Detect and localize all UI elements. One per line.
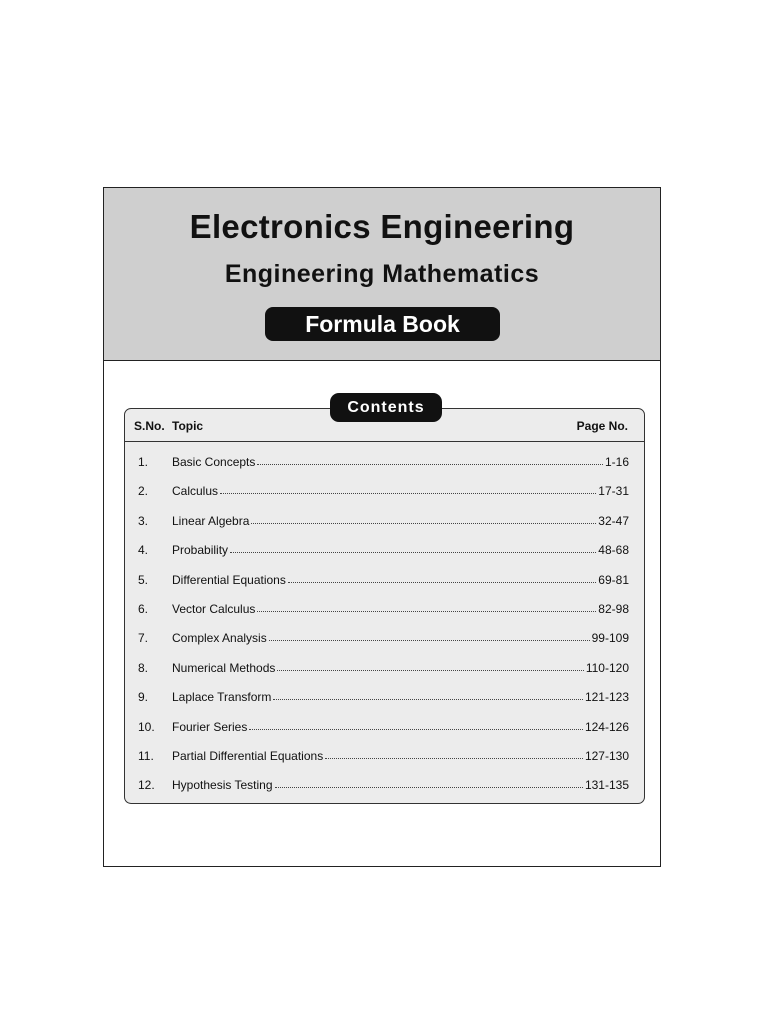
table-row (125, 746, 644, 766)
row-number: 11. (138, 749, 154, 763)
dot-leader (230, 551, 596, 553)
row-topic: Basic Concepts (172, 455, 256, 469)
row-entry (172, 690, 629, 704)
page-title: Electronics Engineering (189, 208, 575, 245)
row-entry (172, 455, 629, 469)
row-topic: Laplace Transform (172, 690, 272, 705)
column-header-sno: S.No. (134, 419, 165, 433)
dot-leader (288, 581, 596, 583)
dot-leader (220, 492, 596, 494)
dot-leader (275, 786, 583, 788)
table-row (125, 511, 644, 531)
row-page-range: 32-47 (598, 513, 629, 528)
row-number: 6. (138, 602, 149, 616)
row-page-range: 99-109 (591, 631, 629, 646)
column-header-topic: Topic (172, 419, 204, 433)
table-row (125, 775, 644, 795)
contents-table (124, 408, 645, 804)
dot-leader (325, 757, 583, 759)
row-page-range: 110-120 (585, 660, 629, 675)
row-entry (172, 778, 629, 792)
row-number: 3. (138, 513, 149, 528)
row-page-range: 127-130 (584, 749, 629, 763)
table-row (125, 570, 644, 590)
row-number: 12. (138, 778, 155, 793)
dot-leader (257, 610, 596, 612)
row-number: 8. (138, 660, 149, 675)
row-topic: Numerical Methods (172, 660, 276, 675)
dot-leader (277, 669, 583, 671)
row-topic: Calculus (172, 484, 219, 499)
row-topic: Linear Algebra (172, 513, 250, 528)
table-row (125, 599, 644, 619)
dot-leader (249, 728, 583, 730)
row-page-range: 69-81 (598, 572, 629, 587)
row-entry (172, 484, 629, 498)
table-row (125, 717, 644, 737)
table-row (125, 452, 644, 472)
row-page-range: 131-135 (584, 778, 629, 793)
row-number: 7. (138, 631, 149, 646)
row-number: 10. (138, 719, 155, 734)
header-panel (104, 188, 660, 361)
row-page-range: 1-16 (604, 455, 629, 469)
column-header-page: Page No. (576, 419, 628, 433)
row-page-range: 124-126 (584, 719, 629, 734)
table-row (125, 540, 644, 560)
row-entry (172, 514, 629, 528)
page-subtitle: Engineering Mathematics (224, 260, 540, 288)
contents-heading: Contents (330, 393, 442, 422)
formula-book-badge: Formula Book (265, 307, 500, 341)
dot-leader (273, 698, 583, 700)
row-page-range: 121-123 (584, 690, 629, 705)
row-entry (172, 573, 629, 587)
row-topic: Differential Equations (172, 572, 286, 587)
dot-leader (257, 463, 603, 465)
table-row (125, 628, 644, 648)
row-number: 5. (138, 572, 149, 587)
row-topic: Vector Calculus (172, 602, 256, 616)
row-topic: Complex Analysis (172, 631, 267, 646)
table-row (125, 658, 644, 678)
row-entry (172, 720, 629, 734)
row-number: 9. (138, 690, 149, 705)
row-entry (172, 749, 629, 763)
row-entry (172, 602, 629, 616)
row-page-range: 17-31 (598, 484, 629, 499)
document-frame (103, 187, 661, 867)
row-topic: Hypothesis Testing (172, 778, 273, 793)
dot-leader (251, 522, 596, 524)
row-number: 1. (138, 455, 149, 469)
row-entry (172, 631, 629, 645)
row-number: 4. (138, 543, 149, 558)
row-topic: Partial Differential Equations (172, 749, 324, 763)
table-row (125, 481, 644, 501)
row-page-range: 48-68 (598, 543, 629, 558)
row-number: 2. (138, 484, 149, 499)
row-topic: Fourier Series (172, 719, 248, 734)
row-entry (172, 543, 629, 557)
row-page-range: 82-98 (598, 602, 629, 616)
row-entry (172, 661, 629, 675)
row-topic: Probability (172, 543, 229, 558)
dot-leader (269, 639, 590, 641)
table-row (125, 687, 644, 707)
